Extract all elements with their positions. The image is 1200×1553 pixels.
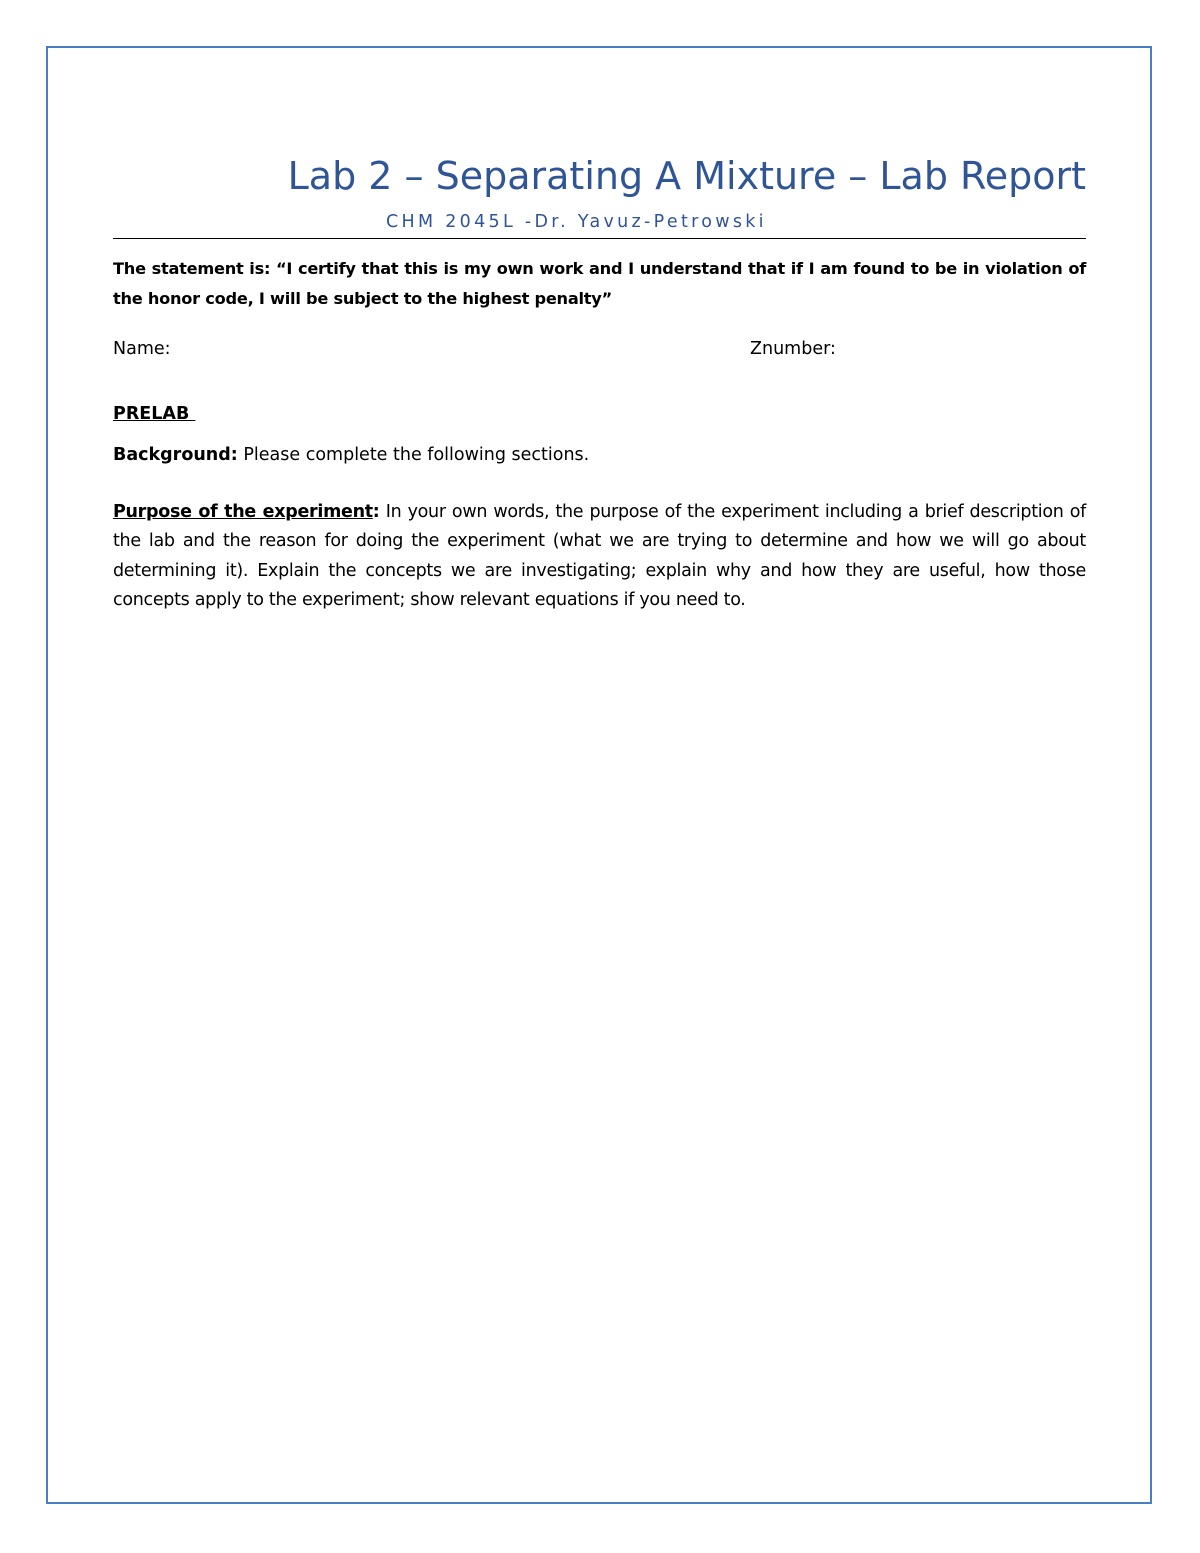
purpose-text: In your own words, the purpose of the experiment including a brief description of the lab and the reason for doing the experiment (what we are trying to determine and how we will go about determining it). Explain the concepts we are investigating; explain why and how they are useful, how those concepts apply to the experiment; show relevant equations if you need to. (113, 502, 1086, 611)
background-section (113, 443, 589, 467)
purpose-section (113, 498, 1086, 616)
document-title: Lab 2 – Separating A Mixture – Lab Report (287, 154, 1086, 198)
prelab-heading: PRELAB (113, 404, 196, 424)
document-subtitle: CHM 2045L -Dr. Yavuz-Petrowski (386, 212, 767, 232)
znumber-label: Znumber: (750, 339, 836, 359)
honor-statement: The statement is: “I certify that this is my own work and I understand that if I am found to be in violation of the honor code, I will be subject to the highest penalty” (113, 259, 1086, 308)
name-label: Name: (113, 339, 171, 359)
background-text: Please complete the following sections. (237, 445, 590, 465)
purpose-colon: : (372, 502, 380, 522)
title-divider (113, 238, 1086, 239)
background-label: Background: (113, 445, 238, 465)
purpose-label: Purpose of the experiment (113, 502, 373, 522)
